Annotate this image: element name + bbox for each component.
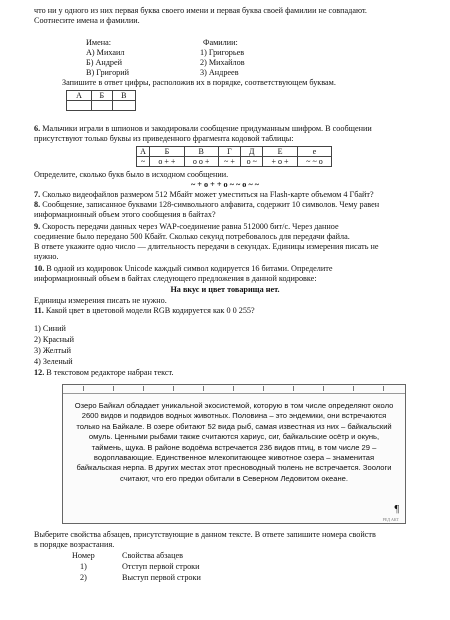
code-letter: Г: [218, 147, 241, 157]
q8-number: 8.: [34, 200, 41, 209]
code-value: o + +: [150, 157, 185, 167]
answer-col-b: Б: [91, 91, 112, 101]
code-value: + o +: [263, 157, 298, 167]
q6-text-1: Мальчики играли в шпионов и закодировали сообщение придуманным шифром. В сообщении: [42, 124, 372, 133]
q6-number: 6.: [34, 124, 41, 133]
code-value: ~: [137, 157, 150, 167]
q10-sentence: На вкус и цвет товарища нет.: [170, 285, 280, 294]
surname-2: 2) Михайлов: [200, 58, 245, 67]
q10-line-1: [34, 264, 332, 274]
q11-option-4: 4) Зеленый: [34, 357, 73, 366]
q7: [34, 190, 374, 200]
q10-number: 10.: [34, 264, 45, 273]
answer-table: [66, 90, 136, 111]
q8-text-1: Сообщение, записанное буквами 128-символьного алфавита, содержит 10 символов. Чему равен: [42, 200, 380, 209]
intro-line-2: Соотнесите имена и фамилии.: [34, 16, 140, 25]
code-table: [136, 146, 332, 167]
q10-note: Единицы измерения писать не нужно.: [34, 296, 167, 305]
q10-text-1: В одной из кодировок Unicode каждый символ кодируется 16 битами. Определите: [46, 264, 333, 273]
name-a: А) Михаил: [86, 48, 125, 57]
code-letter: А: [137, 147, 150, 157]
q11-option-1: 1) Синий: [34, 324, 66, 333]
q12: [34, 368, 174, 378]
name-v: В) Григорий: [86, 68, 130, 77]
answer-cell-v[interactable]: [112, 101, 135, 111]
editor-footer: РЕД АКТ: [382, 517, 399, 522]
answer-instruction: Запишите в ответ цифры, расположив их в порядке, соответствующем буквам.: [62, 78, 336, 87]
answer-cell-a[interactable]: [67, 101, 92, 111]
code-value: ~ ~ o: [297, 157, 331, 167]
q8-line-1: [34, 200, 379, 210]
prop-2-label: Выступ первой строки: [122, 573, 201, 582]
intro-line-1: что ни у одного из них первая буква своего имени и первая буква своей фамилии не совпадают.: [34, 6, 367, 15]
code-letter: Е: [263, 147, 298, 157]
q7-number: 7.: [34, 190, 41, 199]
code-letter: Б: [150, 147, 185, 157]
name-b: Б) Андрей: [86, 58, 123, 67]
prop-1-num: 1): [80, 562, 87, 571]
answer-col-v: В: [112, 91, 135, 101]
code-letter: Д: [241, 147, 263, 157]
surname-3: 3) Андреев: [200, 68, 239, 77]
q11: [34, 306, 255, 316]
prop-1-label: Отступ первой строки: [122, 562, 200, 571]
pilcrow-icon: ¶: [394, 504, 399, 515]
q6-line-2: присутствуют только буквы из приведенного фрагмента кодовой таблицы:: [34, 134, 294, 143]
q10-line-2: информационный объем в байтах следующего предложения в данной кодировке:: [34, 274, 317, 283]
editor-paragraph: Озеро Байкал обладает уникальной экосистемой, которую в том числе определяют около 2600 видов и подвидов водных животных. Половина – это эндемики, они встречаются только на Байкале. В озере обитают 52 вида рыб, самая известная из них – байкальский омуль. Ценными рыбами также считаются хариус, сиг, байкальские осётр и окунь, таймень, щука. В районе водоёма встречается 236 видов птиц, в том числе 29 – водоплавающие. Единственное млекопитающее животное озера – знаменитая байкальская нерпа. В других местах этот пресноводный тюлень не встречается. Зоологи считают, что его предки обитали в Северном Ледовитом океане.: [74, 401, 394, 483]
prop-2-num: 2): [80, 573, 87, 582]
q9-line-2: соединение было передано 500 Кбайт. Сколько секунд потребовалось для передачи файла.: [34, 232, 350, 241]
q6-line-1: [34, 124, 372, 134]
code-value: ~ +: [218, 157, 241, 167]
q11-number: 11.: [34, 306, 44, 315]
editor-ruler: [63, 385, 405, 394]
q6-message: ~ + o + + o ~ ~ o ~ ~: [190, 180, 260, 189]
code-letter: е: [297, 147, 331, 157]
surnames-header: Фамилии:: [203, 38, 238, 47]
surname-1: 1) Григорьев: [200, 48, 245, 57]
props-header-label: Свойства абзацев: [122, 551, 183, 560]
q12-text: В текстовом редакторе набран текст.: [46, 368, 174, 377]
q9-line-4: нужно.: [34, 252, 59, 261]
q11-option-3: 3) Желтый: [34, 346, 71, 355]
q11-text: Какой цвет в цветовой модели RGB кодируется как 0 0 255?: [45, 306, 255, 315]
answer-cell-b[interactable]: [91, 101, 112, 111]
names-header: Имена:: [86, 38, 112, 47]
q12-after-1: Выберите свойства абзацев, присутствующие в данном тексте. В ответе запишите номера свойств: [34, 530, 376, 539]
answer-col-a: А: [67, 91, 92, 101]
q8-line-2: информационный объем этого сообщения в байтах?: [34, 210, 216, 219]
q12-number: 12.: [34, 368, 45, 377]
q9-number: 9.: [34, 222, 41, 231]
q9-line-1: [34, 222, 339, 232]
code-value: o ~: [241, 157, 263, 167]
q9-text-1: Скорость передачи данных через WAP-соединение равна 512000 бит/с. Через данное: [42, 222, 339, 231]
q7-text: Сколько видеофайлов размером 512 Мбайт может уместиться на Flash-карте объемом 4 Гбайт?: [42, 190, 374, 199]
code-letter: В: [184, 147, 218, 157]
editor-screenshot: [62, 384, 406, 524]
q11-option-2: 2) Красный: [34, 335, 74, 344]
q9-line-3: В ответе укажите одно число — длительность передачи в секундах. Единицы измерения писать не: [34, 242, 379, 251]
q12-after-2: в порядке возрастания.: [34, 540, 115, 549]
q6-question: Определите, сколько букв было в исходном сообщении.: [34, 170, 229, 179]
props-header-num: Номер: [72, 551, 95, 560]
code-value: o o +: [184, 157, 218, 167]
